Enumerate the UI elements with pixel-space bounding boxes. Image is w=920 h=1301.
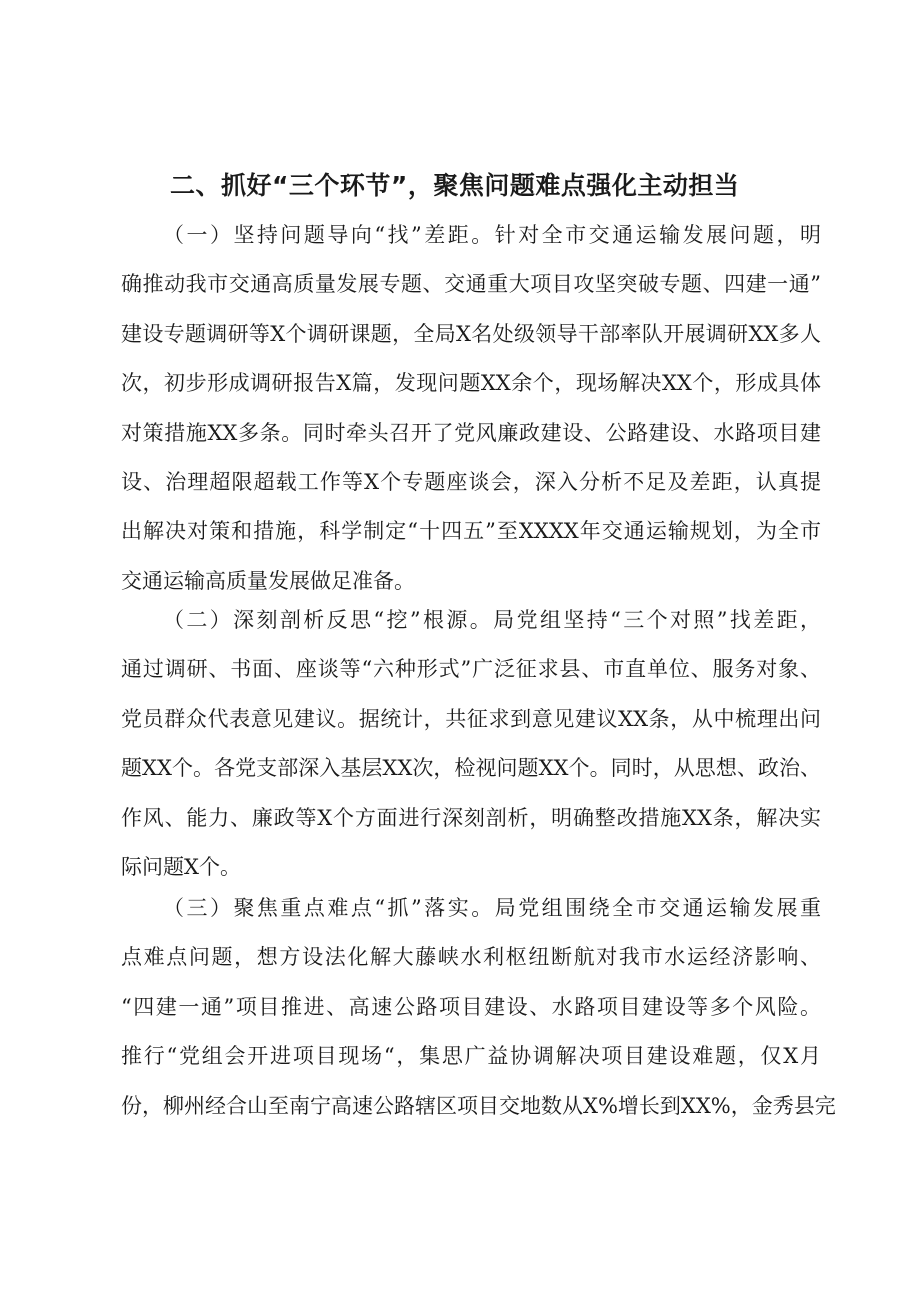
paragraph-line: 出解决对策和措施，科学制定“十四五”至XXXX年交通运输规划，为全市 [121, 519, 821, 544]
paragraph-line: 次，初步形成调研报告X篇，发现问题XX余个，现场解决XX个，形成具体 [121, 371, 821, 396]
paragraph-line: “四建一通”项目推进、高速公路项目建设、水路项目建设等多个风险。 [121, 994, 821, 1019]
paragraph-line: 建设专题调研等X个调研课题，全局X名处级领导干部率队开展调研XX多人 [121, 321, 821, 346]
paragraph-line: （二）深刻剖析反思“挖”根源。局党组坚持“三个对照”找差距， [163, 608, 821, 632]
paragraph-3 [121, 884, 836, 1131]
paragraph-line: 推行“党组会开进项目现场“，集思广益协调解决项目建设难题，仅X月 [121, 1044, 821, 1069]
paragraph-line: 作风、能力、廉政等X个方面进行深刻剖析，明确整改措施XX条，解决实 [121, 805, 821, 830]
paragraph-line: 际问题X个。 [121, 854, 241, 879]
section-heading: 二、抓好“三个环节”，聚焦问题难点强化主动担当 [170, 171, 740, 200]
paragraph-1 [121, 211, 821, 606]
paragraph-line: 设、治理超限超载工作等X个专题座谈会，深入分析不足及差距，认真提 [121, 469, 821, 494]
paragraph-line: 通过调研、书面、座谈等“六种形式”广泛征求县、市直单位、服务对象、 [121, 657, 821, 682]
paragraph-line: 党员群众代表意见建议。据统计，共征求到意见建议XX条，从中梳理出问 [121, 706, 821, 731]
paragraph-line: （三）聚焦重点难点“抓”落实。局党组围绕全市交通运输发展重 [163, 896, 821, 920]
paragraph-line: 点难点问题，想方设法化解大藤峡水利枢纽断航对我市水运经济影响、 [121, 945, 821, 970]
paragraph-line: 对策措施XX多条。同时牵头召开了党风廉政建设、公路建设、水路项目建 [121, 420, 821, 445]
paragraph-line: 确推动我市交通高质量发展专题、交通重大项目攻坚突破专题、四建一通” [121, 272, 821, 297]
paragraph-line: （一）坚持问题导向“找”差距。针对全市交通运输发展问题，明 [163, 223, 821, 247]
paragraph-line: 份，柳州经合山至南宁高速公路辖区项目交地数从X%增长到XX%，金秀县完 [121, 1093, 836, 1118]
paragraph-line: 题XX个。各党支部深入基层XX次，检视问题XX个。同时，从思想、政治、 [121, 756, 821, 781]
paragraph-line: 交通运输高质量发展做足准备。 [121, 568, 415, 593]
paragraph-2 [121, 596, 821, 892]
